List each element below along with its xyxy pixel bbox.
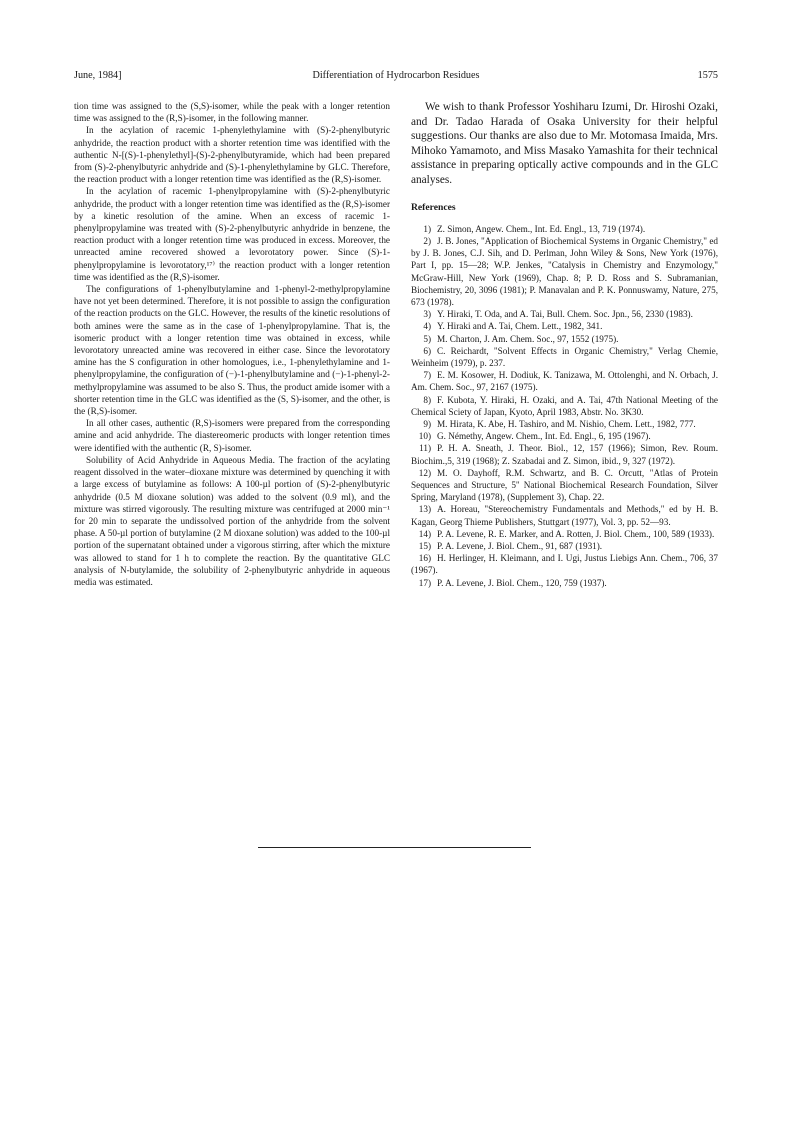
reference-text: M. Hirata, K. Abe, H. Tashiro, and M. Nishio, Chem. Lett., 1982, 777. — [437, 419, 696, 430]
reference-item — [411, 418, 718, 430]
solubility-section: Solubility of Acid Anhydride in Aqueous Media. The fraction of the acylating reagent dissolved in the water–dioxane mixture was determined by quenching it with a large excess of butylamine as follows: A 100-µl portion of (S)-2-phenylbutyric anhydride (0.5 M dioxane solution) was added to the solvent (0.9 ml), and the mixture was stirred vigorously. The resulting mixture was centrifuged at 2000 min⁻¹ for 20 min to separate the undissolved portion of the anhydride from the solvent phase. A 50-µl portion of butylamine (2 M dioxane solution) was added to the 100-µl portion of the supernatant obtained under a vigorous stirring, after which the mixture was allowed to stand for 1 h to complete the reaction. By the quantitative GLC analysis of N-butylamide, the solubility of 2-phenylbutyric anhydride in aqueous media was estimated. — [74, 454, 390, 587]
reference-number: 3) — [423, 309, 431, 320]
references-list — [411, 223, 718, 589]
body-paragraph: tion time was assigned to the (S,S)-isomer, while the peak with a longer retention time was assigned to the (R,S)-isomer, in the following manner. — [74, 101, 390, 124]
reference-item — [411, 345, 718, 369]
reference-item — [411, 223, 718, 235]
reference-text: M. Charton, J. Am. Chem. Soc., 97, 1552 (1975). — [437, 333, 619, 344]
issue-date: June, 1984] — [74, 70, 122, 81]
acknowledgment: We wish to thank Professor Yoshiharu Izumi, Dr. Hiroshi Ozaki, and Dr. Tadao Harada of Osaka University for their helpful suggestions. Our thanks are also due to Mr. Motomasa Imaida, Mrs. Mihoko Yamamoto, and Miss Masako Yamashita for their technical assistance in preparing optically active compounds and in the GLC analyses. — [411, 101, 718, 186]
reference-item — [411, 552, 718, 576]
reference-number: 17) — [418, 577, 431, 588]
reference-text: C. Reichardt, "Solvent Effects in Organic Chemistry," Verlag Chemie, Weinheim (1979), p. 237. — [411, 345, 718, 368]
reference-item — [411, 369, 718, 393]
reference-item — [411, 430, 718, 442]
reference-number: 12) — [418, 467, 431, 478]
body-paragraph: The configurations of 1-phenylbutylamine and 1-phenyl-2-methylpropylamine have not yet been determined. Therefore, it is not possible to assign the configuration of the reaction products on the GLC. However, the results of the kinetic resolutions of both amines were the same as in the case of 1-phenylpropylamine. That is, the isomeric product with a longer retention time was obtained in excess, while levorotatory unreacted amine was recovered in either case. Since the levorotatory amine has the S configuration in other homologues, i.e., 1-phenylethylamine and 1-phenylpropylamine, the configuration of (−)-1-phenylbutylamine and (−)-1-phenyl-2-methylpropylamine was assumed to be also S. Thus, the product amide isomer with a shorter retention time in the GLC was identified as the (S, S)-isomer, and the other, is the (R,S)-isomer. — [74, 284, 391, 417]
reference-text: Z. Simon, Angew. Chem., Int. Ed. Engl., 13, 719 (1974). — [437, 223, 646, 234]
page-number: 1575 — [697, 70, 718, 81]
reference-number: 6) — [423, 345, 431, 356]
body-paragraph: In the acylation of racemic 1-phenylethylamine with (S)-2-phenylbutyric anhydride, the reaction product with a shorter retention time was identified with the authentic N-[(S)-1-phenylethyl]-(S)-2-phenylbutyramide, which had been prepared from (S)-2-phenylbutyric anhydride and (S)-1-phenylethylamine by GLC. Therefore, the reaction product with a longer retention time was identified as the (R,S)-isomer. — [74, 125, 390, 185]
reference-text: P. A. Levene, R. E. Marker, and A. Rotten, J. Biol. Chem., 100, 589 (1933). — [437, 528, 715, 539]
reference-text: E. M. Kosower, H. Dodiuk, K. Tanizawa, M. Ottolenghi, and N. Orbach, J. Am. Chem. Soc., 97, 2167 (1975). — [411, 370, 718, 393]
end-rule — [258, 847, 531, 848]
body-paragraph: In all other cases, authentic (R,S)-isomers were prepared from the corresponding amine and acid anhydride. The diastereomeric products with longer retention times were identified with the authentic (R, S)-isomer. — [74, 418, 390, 453]
reference-item — [411, 467, 718, 504]
reference-text: F. Kubota, Y. Hiraki, H. Ozaki, and A. Tai, 47th National Meeting of the Chemical Sciety of Japan, Kyoto, April 1983, Abstr. No. 3K30. — [411, 394, 718, 417]
reference-number: 2) — [423, 235, 431, 246]
reference-item — [411, 320, 718, 332]
reference-number: 9) — [423, 419, 431, 430]
reference-number: 15) — [418, 541, 431, 552]
running-title: Differentiation of Hydrocarbon Residues — [312, 70, 480, 81]
reference-number: 1) — [423, 223, 431, 234]
reference-item — [411, 442, 718, 466]
reference-text: P. H. A. Sneath, J. Theor. Biol., 12, 157 (1966); Simon, Rev. Roum. Biochim.,5, 319 (1968); Z. Szabadai and Z. Simon, ibid., 9, 327 (1972). — [411, 443, 718, 466]
running-head — [74, 69, 718, 83]
reference-text: Y. Hiraki and A. Tai, Chem. Lett., 1982, 341. — [437, 321, 603, 332]
reference-number: 4) — [423, 321, 431, 332]
reference-item — [411, 577, 718, 589]
reference-text: A. Horeau, "Stereochemistry Fundamentals and Methods," ed by H. B. Kagan, Georg Thieme Publishers, Stuttgart (1977), Vol. 3, pp. 52—93. — [411, 504, 718, 527]
reference-number: 11) — [419, 443, 431, 454]
reference-number: 13) — [418, 504, 431, 515]
reference-number: 5) — [423, 333, 431, 344]
left-column — [74, 100, 390, 588]
right-column — [411, 100, 718, 589]
reference-text: H. Herlinger, H. Kleimann, and I. Ugi, Justus Liebigs Ann. Chem., 706, 37 (1967). — [411, 553, 718, 576]
reference-text: Y. Hiraki, T. Oda, and A. Tai, Bull. Chem. Soc. Jpn., 56, 2330 (1983). — [437, 309, 693, 320]
reference-number: 8) — [423, 394, 431, 405]
body-paragraph: In the acylation of racemic 1-phenylpropylamine with (S)-2-phenylbutyric anhydride, the product with a longer retention time was identified as the (R,S)-isomer by a kinetic resolution of the amine. When an excess of racemic 1-phenylpropylamine was treated with (S)-2-phenylbutyric anhydride in benzene, the reaction product with a longer retention time was produced in excess. Moreover, the unreacted amine recovered showed a levorotatory power. Since (S)-1-phenylpropylamine is levorotatory,¹⁷⁾ the reaction product with a longer retention time was identified as the (R,S)-isomer. — [74, 186, 390, 282]
reference-item — [411, 540, 718, 552]
reference-number: 14) — [418, 528, 431, 539]
reference-item — [411, 394, 718, 418]
reference-text: P. A. Levene, J. Biol. Chem., 120, 759 (1937). — [437, 577, 607, 588]
reference-text: G. Némethy, Angew. Chem., Int. Ed. Engl., 6, 195 (1967). — [437, 431, 651, 442]
reference-text: P. A. Levene, J. Biol. Chem., 91, 687 (1931). — [437, 541, 603, 552]
reference-item — [411, 308, 718, 320]
reference-text: J. B. Jones, "Application of Biochemical Systems in Organic Chemistry," ed by J. B. Jones, C.J. Sih, and D. Perlman, John Wiley & Sons, New York (1976), Part I, pp. 15—28; W.P. Jenkes, "Catalysis in Chemistry and Enzymology," McGraw-Hill, New York (1969), Chap. 8; P. D. Ross and S. Subramanian, Biochemistry, 20, 3096 (1981); P. Manavalan and P. K. Ponnuswamy, Nature, 275, 673 (1978). — [411, 235, 718, 307]
reference-text: M. O. Dayhoff, R.M. Schwartz, and B. C. Orcutt, "Atlas of Protein Sequences and Structure, 5" National Biochemical Research Foundation, Silver Spring, Maryland (1978), (Supplement 3), Chap. 22. — [411, 467, 718, 503]
reference-item — [411, 235, 718, 308]
reference-number: 7) — [423, 370, 431, 381]
reference-item — [411, 333, 718, 345]
references-heading: References — [411, 201, 456, 213]
reference-number: 10) — [418, 431, 431, 442]
reference-item — [411, 503, 718, 527]
reference-item — [411, 528, 718, 540]
reference-number: 16) — [418, 553, 431, 564]
